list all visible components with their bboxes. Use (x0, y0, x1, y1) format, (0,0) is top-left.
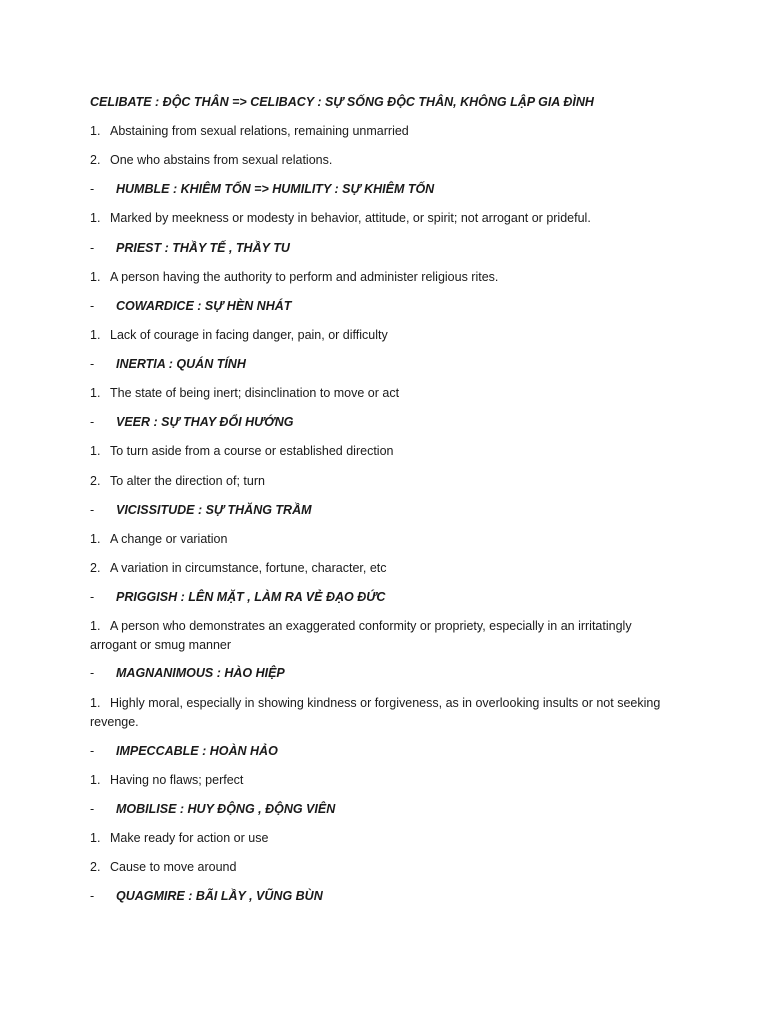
item-number: 1. (90, 211, 101, 225)
term-text: MOBILISE : HUY ĐỘNG , ĐỘNG VIÊN (116, 802, 336, 816)
definition-item (90, 559, 680, 578)
list-dash: - (90, 590, 95, 604)
item-number: 2. (90, 860, 101, 874)
list-dash: - (90, 666, 95, 680)
definition-item (90, 472, 680, 491)
definition-item (90, 530, 680, 549)
definition-text: Marked by meekness or modesty in behavior, attitude, or spirit; not arrogant or prideful. (110, 211, 591, 225)
list-dash: - (90, 744, 95, 758)
definition-text: A variation in circumstance, fortune, character, etc (110, 561, 387, 575)
item-number: 1. (90, 386, 101, 400)
term-text: PRIEST : THẦY TẾ , THẦY TU (116, 241, 290, 255)
term-heading (90, 413, 680, 432)
item-number: 1. (90, 773, 101, 787)
definition-item (90, 829, 680, 848)
list-dash: - (90, 889, 95, 903)
definition-item (90, 151, 680, 170)
term-heading (90, 501, 680, 520)
definition-text: To alter the direction of; turn (110, 474, 265, 488)
term-heading (90, 742, 680, 761)
term-heading (90, 355, 680, 374)
definition-text: Highly moral, especially in showing kindness or forgiveness, as in overlooking insults or not seeking revenge. (90, 696, 661, 729)
definition-item (90, 209, 680, 228)
term-heading (90, 239, 680, 258)
document-title: CELIBATE : ĐỘC THÂN => CELIBACY : SỰ SỐNG ĐỘC THÂN, KHÔNG LẬP GIA ĐÌNH (90, 95, 594, 109)
list-dash: - (90, 802, 95, 816)
definition-item (90, 858, 680, 877)
term-heading (90, 588, 680, 607)
term-heading (90, 887, 680, 906)
definition-text: A person having the authority to perform and administer religious rites. (110, 270, 499, 284)
term-text: VICISSITUDE : SỰ THĂNG TRẦM (116, 503, 312, 517)
definition-item (90, 694, 680, 732)
definition-item (90, 268, 680, 287)
item-number: 1. (90, 444, 101, 458)
definition-text: One who abstains from sexual relations. (110, 153, 333, 167)
definition-item (90, 122, 680, 141)
list-dash: - (90, 503, 95, 517)
item-number: 1. (90, 696, 101, 710)
definition-text: A person who demonstrates an exaggerated conformity or propriety, especially in an irritatingly arrogant or smug manner (90, 619, 632, 652)
definition-item (90, 326, 680, 345)
term-text: MAGNANIMOUS : HÀO HIỆP (116, 666, 285, 680)
definition-item (90, 617, 680, 655)
definition-text: Abstaining from sexual relations, remaining unmarried (110, 124, 409, 138)
definition-text: A change or variation (110, 532, 228, 546)
term-text: HUMBLE : KHIÊM TỐN => HUMILITY : SỰ KHIÊM TỐN (116, 182, 435, 196)
term-heading (90, 297, 680, 316)
definition-item (90, 771, 680, 790)
item-number: 1. (90, 619, 101, 633)
term-text: INERTIA : QUÁN TÍNH (116, 357, 246, 371)
term-heading (90, 800, 680, 819)
list-dash: - (90, 241, 95, 255)
item-number: 1. (90, 831, 101, 845)
term-text: QUAGMIRE : BÃI LẦY , VŨNG BÙN (116, 889, 323, 903)
item-number: 1. (90, 532, 101, 546)
definition-text: Lack of courage in facing danger, pain, or difficulty (110, 328, 388, 342)
term-heading (90, 180, 680, 199)
item-number: 2. (90, 474, 101, 488)
term-text: VEER : SỰ THAY ĐỔI HƯỚNG (116, 415, 294, 429)
list-dash: - (90, 299, 95, 313)
definition-item (90, 442, 680, 461)
item-number: 1. (90, 124, 101, 138)
definition-text: Make ready for action or use (110, 831, 269, 845)
term-text: PRIGGISH : LÊN MẶT , LÀM RA VẺ ĐẠO ĐỨC (116, 590, 386, 604)
definition-text: Cause to move around (110, 860, 237, 874)
item-number: 1. (90, 328, 101, 342)
list-dash: - (90, 182, 95, 196)
definition-text: Having no flaws; perfect (110, 773, 244, 787)
definition-text: The state of being inert; disinclination to move or act (110, 386, 400, 400)
item-number: 2. (90, 561, 101, 575)
term-text: IMPECCABLE : HOÀN HẢO (116, 744, 278, 758)
list-dash: - (90, 415, 95, 429)
item-number: 2. (90, 153, 101, 167)
list-dash: - (90, 357, 95, 371)
term-heading (90, 664, 680, 683)
term-text: COWARDICE : SỰ HÈN NHÁT (116, 299, 292, 313)
item-number: 1. (90, 270, 101, 284)
definition-item (90, 384, 680, 403)
definition-text: To turn aside from a course or established direction (110, 444, 394, 458)
